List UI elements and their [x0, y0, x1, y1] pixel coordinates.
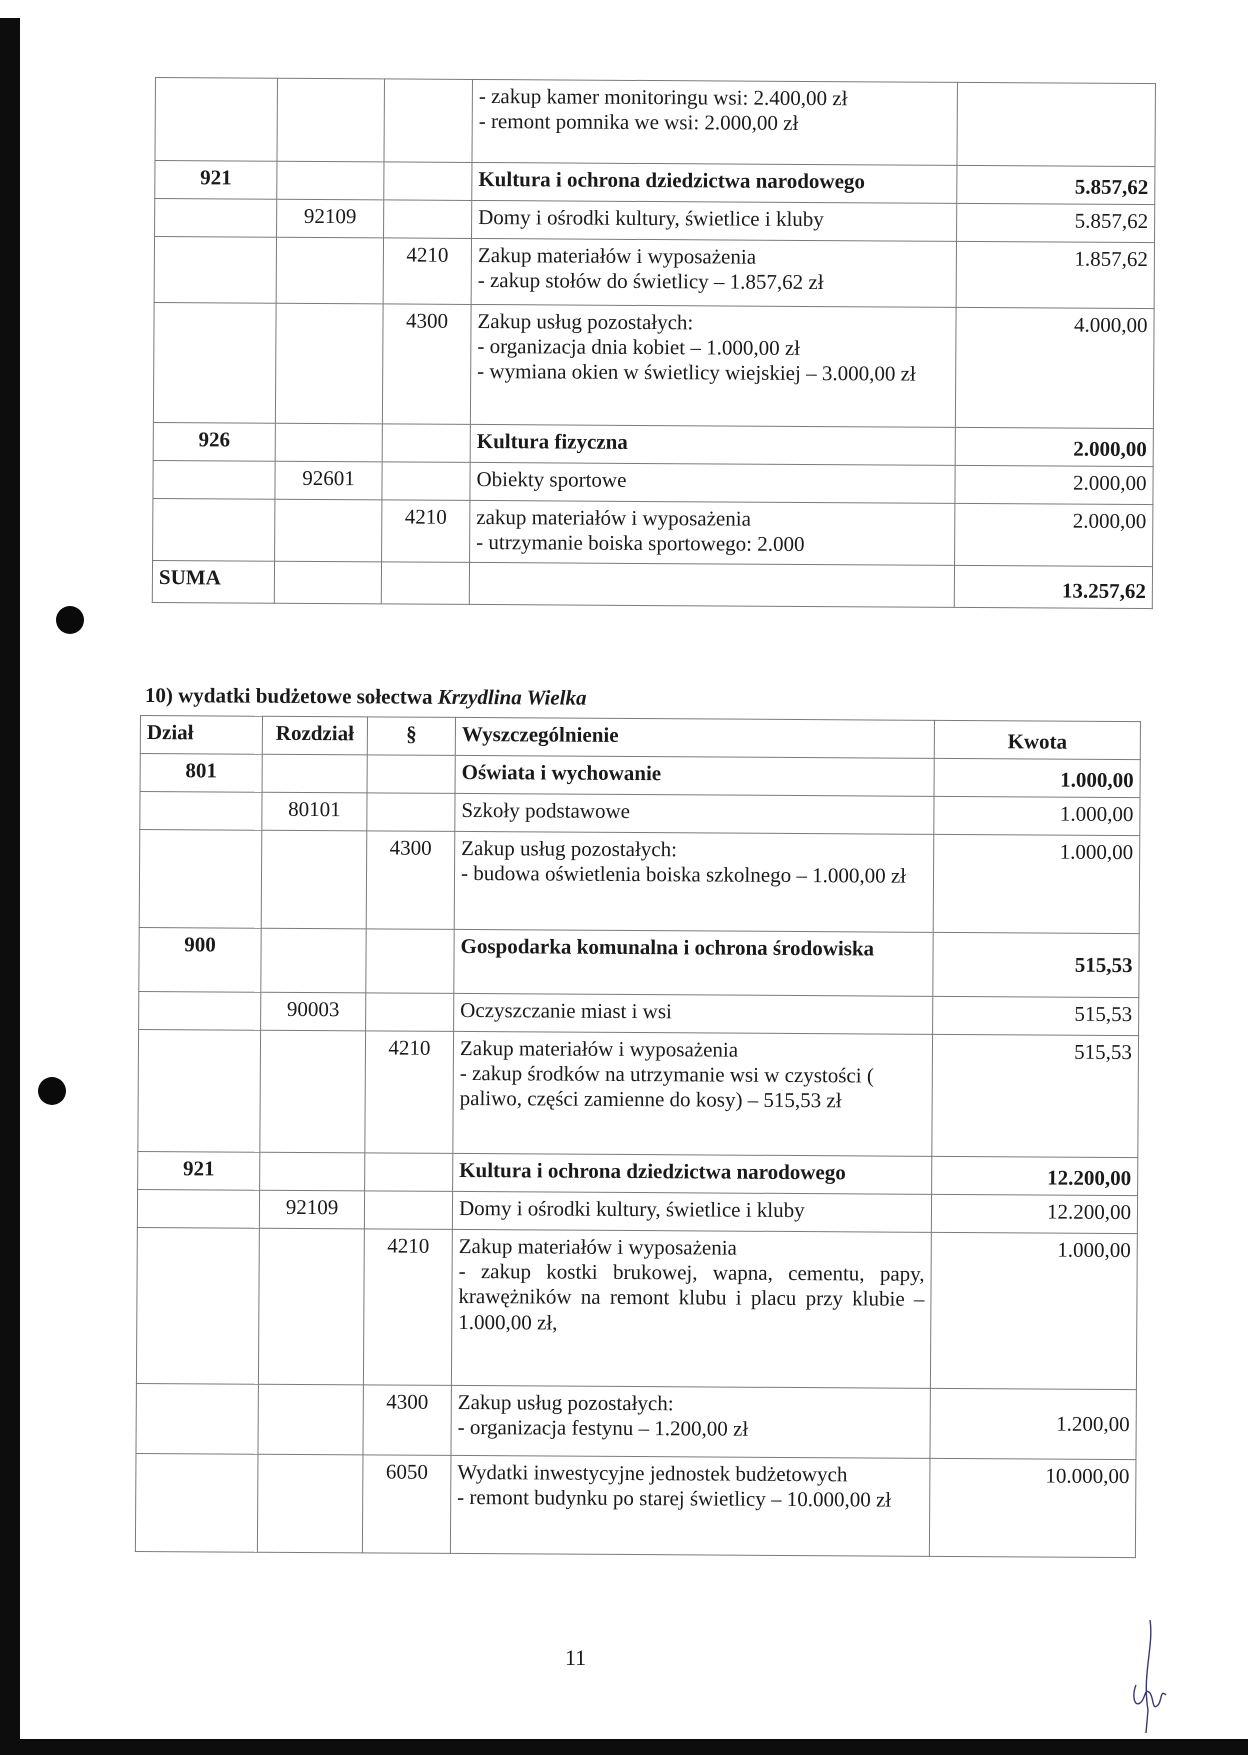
amount-cell: 515,53	[933, 996, 1139, 1035]
amount-cell: 5.857,62	[957, 165, 1155, 204]
paragraph-cell: 4210	[363, 1229, 452, 1386]
description-cell	[451, 1385, 930, 1458]
rozdzial-cell: 92601	[275, 461, 382, 500]
dzial-cell: 921	[155, 161, 277, 200]
header-paragraph: §	[367, 717, 455, 756]
description-cell: Kultura fizyczna	[470, 424, 955, 465]
table-row	[140, 754, 1140, 798]
signature	[1120, 1615, 1180, 1735]
amount-cell: 1.000,00	[934, 796, 1140, 835]
description-cell: Kultura i ochrona dziedzictwa narodowego	[453, 1153, 932, 1194]
paragraph-cell: 4210	[382, 500, 470, 563]
carry-line-1: - zakup kamer monitoringu wsi: 2.400,00 zł	[478, 83, 848, 111]
table-row	[137, 1189, 1137, 1233]
punch-hole-bottom	[38, 1077, 66, 1105]
scan-edge-left	[0, 18, 20, 1755]
description-cell	[470, 304, 956, 427]
amount-cell: 2.000,00	[955, 465, 1153, 504]
description-cell: Obiekty sportowe	[470, 462, 955, 503]
budget-table-continued	[152, 77, 1156, 609]
rozdzial-cell: 92109	[277, 199, 384, 238]
table-row	[153, 498, 1153, 566]
description-cell	[450, 1455, 930, 1556]
amount-cell: 4.000,00	[955, 307, 1154, 428]
description-line-1: Zakup usług pozostałych:	[461, 835, 678, 862]
amount-cell: 1.000,00	[934, 758, 1140, 797]
description-cell	[470, 500, 955, 565]
amount-cell: 1.200,00	[930, 1388, 1136, 1459]
amount-cell: 2.000,00	[955, 503, 1153, 566]
header-dzial: Dział	[140, 716, 262, 755]
budget-table-krzydlina-wielka	[135, 715, 1141, 1558]
page-number: 11	[565, 1645, 587, 1670]
rozdzial-cell: 92109	[259, 1190, 364, 1229]
description-cell	[454, 831, 934, 932]
description-cell	[471, 238, 956, 307]
description-line-2: - remont budynku po starej świetlicy – 10.000,00 zł	[457, 1485, 892, 1512]
description-cell: Szkoły podstawowe	[455, 793, 934, 834]
paragraph-cell: 6050	[362, 1455, 451, 1554]
description-line-1: Zakup usług pozostałych:	[477, 308, 694, 335]
table-row	[155, 161, 1155, 205]
rozdzial-cell: 80101	[262, 792, 367, 831]
sum-label: SUMA	[152, 560, 274, 603]
description-cell	[453, 1031, 933, 1156]
dzial-cell: 926	[153, 422, 275, 461]
rozdzial-cell: 90003	[261, 992, 366, 1031]
paragraph-cell: 4210	[365, 1031, 454, 1154]
description-cell: Gospodarka komunalna i ochrona środowiska	[454, 929, 933, 996]
table-row	[153, 302, 1154, 428]
section-title	[145, 683, 587, 711]
paragraph-cell: 4300	[382, 304, 471, 425]
amount-cell: 2.000,00	[955, 427, 1153, 466]
description-line-2: - budowa oświetlenia boiska szkolnego – 1.000,00 zł	[460, 861, 907, 888]
dzial-cell: 801	[140, 754, 262, 793]
amount-cell: 12.200,00	[931, 1194, 1137, 1233]
paragraph-cell: 4300	[363, 1385, 451, 1456]
header-description: Wyszczególnienie	[455, 717, 934, 758]
amount-cell: 1.857,62	[956, 241, 1154, 308]
description-cell: Oświata i wychowanie	[455, 755, 934, 796]
description-line-2: - organizacja dnia kobiet – 1.000,00 zł	[477, 334, 801, 361]
amount-cell: 12.200,00	[932, 1156, 1138, 1195]
amount-cell: 1.000,00	[930, 1232, 1137, 1389]
table-row	[135, 1453, 1136, 1557]
table-row	[155, 199, 1155, 243]
description-line-2: - zakup środków na utrzymanie wsi w czystości ( paliwo, części zamienne do kosy) – 515,53 zł	[459, 1061, 880, 1113]
description-line-1: Wydatki inwestycyjne jednostek budżetowych	[457, 1459, 848, 1487]
table-row	[136, 1227, 1137, 1389]
scan-edge-bottom	[0, 1739, 1248, 1755]
paragraph-cell: 4210	[383, 238, 471, 305]
table-row	[138, 1029, 1139, 1157]
amount-cell: 1.000,00	[933, 834, 1140, 933]
section-title-village: Krzydlina Wielka	[437, 684, 587, 710]
description-cell	[451, 1229, 931, 1388]
amount-cell: 5.857,62	[957, 203, 1155, 242]
dzial-cell: 921	[138, 1151, 260, 1190]
table-row	[139, 927, 1139, 997]
dzial-cell: 900	[139, 927, 261, 992]
table-row	[153, 460, 1153, 504]
table-row	[139, 991, 1139, 1035]
description-cell: Oczyszczanie miast i wsi	[454, 993, 933, 1034]
table-row	[154, 237, 1154, 309]
description-cell: Domy i ośrodki kultury, świetlice i kluby	[452, 1191, 931, 1232]
header-amount: Kwota	[934, 720, 1140, 759]
punch-hole-top	[56, 606, 84, 634]
description-line-1: Zakup materiałów i wyposażenia	[459, 1035, 739, 1062]
section-title-prefix: 10) wydatki budżetowe sołectwa	[144, 683, 438, 709]
description-cell: Kultura i ochrona dziedzictwa narodowego	[472, 162, 957, 203]
table-header-row	[140, 716, 1140, 760]
description-line-2: - zakup stołów do świetlicy – 1.857,62 zł	[477, 268, 824, 295]
description-line-1: Zakup usług pozostałych:	[457, 1389, 674, 1416]
description-line-1: Zakup materiałów i wyposażenia	[458, 1233, 737, 1260]
table-row	[138, 1151, 1138, 1195]
amount-cell: 515,53	[933, 932, 1139, 997]
description-cell	[472, 79, 957, 165]
header-rozdzial: Rozdział	[262, 716, 367, 755]
table-row	[136, 1383, 1136, 1459]
description-line-2: - zakup kostki brukowej, wapna, cementu, papy, krawężników na remont klubu i placu przy klubie – 1.000,00 zł,	[458, 1259, 925, 1335]
amount-cell: 515,53	[932, 1034, 1139, 1157]
description-line-1: Zakup materiałów i wyposażenia	[477, 242, 757, 269]
table-row	[153, 422, 1153, 466]
paragraph-cell: 4300	[366, 831, 455, 930]
description-line-2: - organizacja festynu – 1.200,00 zł	[457, 1415, 749, 1441]
amount-cell: 10.000,00	[929, 1458, 1136, 1557]
sum-row	[152, 560, 1152, 608]
description-line-2: - utrzymanie boiska sportowego: 2.000	[476, 530, 805, 557]
description-line-3: - wymiana okien w świetlicy wiejskiej – 3.000,00 zł	[477, 359, 916, 387]
description-cell: Domy i ośrodki kultury, świetlice i kluby	[472, 200, 957, 241]
description-line-1: zakup materiałów i wyposażenia	[476, 504, 752, 531]
table-row	[155, 78, 1155, 167]
sum-value: 13.257,62	[954, 565, 1152, 608]
table-row	[139, 830, 1140, 934]
carry-line-2: - remont pomnika we wsi: 2.000,00 zł	[478, 109, 799, 136]
table-row	[140, 792, 1140, 836]
